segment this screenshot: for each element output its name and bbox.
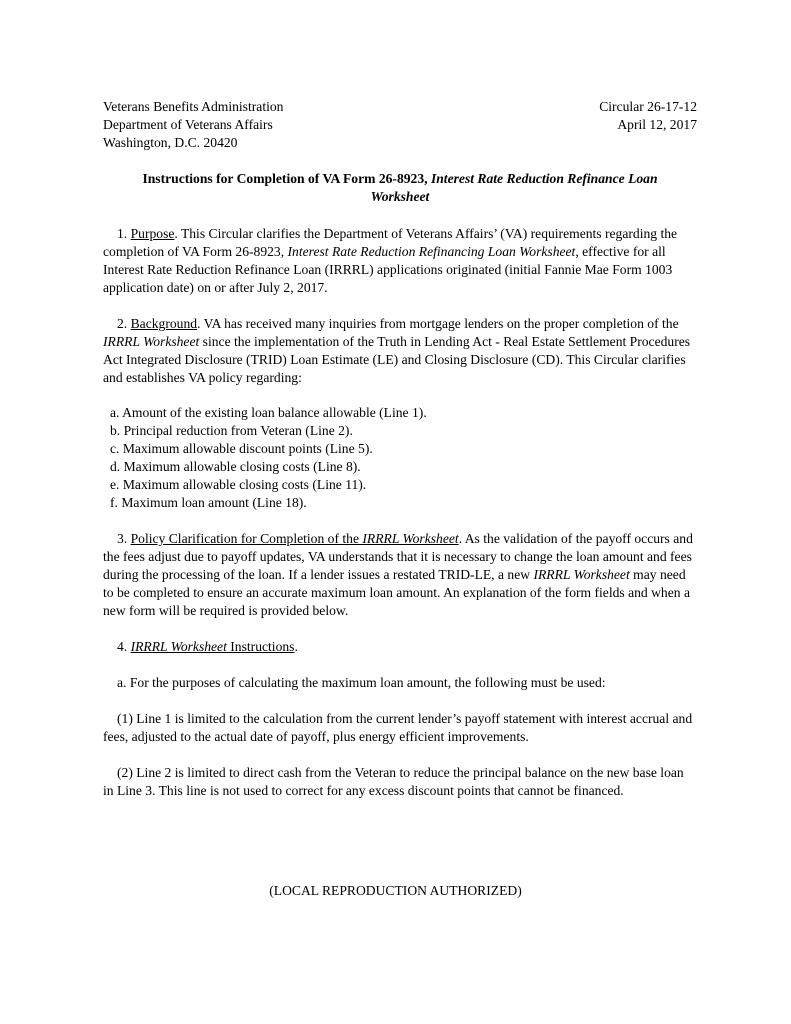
section-text: , effective for all Interest Rate Reduction Refinance Loan (IRRRL) applications originated (initial Fannie Mae Form 1003 application date) on or after July 2, 2017. xyxy=(103,244,673,295)
circular-block xyxy=(599,98,697,152)
letterhead xyxy=(103,98,697,152)
section-number: 3. xyxy=(117,531,131,546)
instruction-a2: (2) Line 2 is limited to direct cash from the Veteran to reduce the principal balance on the new base loan in Line 3. This line is not used to correct for any excess discount points that cannot be financed. xyxy=(103,765,684,798)
instruction-a: a. For the purposes of calculating the maximum loan amount, the following must be used: xyxy=(117,675,606,690)
circular-date: April 12, 2017 xyxy=(617,117,697,132)
issuer-line: Washington, D.C. 20420 xyxy=(103,135,238,150)
list-item: a. Amount of the existing loan balance allowable (Line 1). xyxy=(110,405,427,420)
reproduction-notice: (LOCAL REPRODUCTION AUTHORIZED) xyxy=(269,883,522,898)
section-text: . This Circular clarifies the Department of Veterans Affairs’ (VA) requirements regarding the completion of VA Form 26-8923, xyxy=(103,226,678,259)
section-text: . VA has received many inquiries from mortgage lenders on the proper completion of the xyxy=(197,316,679,331)
list-item: b. Principal reduction from Veteran (Line 2). xyxy=(110,423,353,438)
title-plain: Instructions for Completion of VA Form 26-8923, xyxy=(142,171,431,186)
issuer-block xyxy=(103,98,283,152)
section-number: 4. xyxy=(117,639,131,654)
section-instructions xyxy=(103,638,697,656)
document-page xyxy=(103,98,697,800)
instruction-a1: (1) Line 1 is limited to the calculation from the current lender’s payoff statement with interest accrual and fees, adjusted to the actual date of payoff, plus energy efficient improvements. xyxy=(103,711,693,744)
section-heading: Background xyxy=(130,316,198,331)
section-heading xyxy=(130,639,298,654)
issuer-line: Veterans Benefits Administration xyxy=(103,99,284,114)
heading-text: Instructions xyxy=(226,639,295,654)
section-policy-clarification xyxy=(103,530,697,620)
section-heading xyxy=(131,531,459,546)
section-purpose xyxy=(103,225,697,297)
section-text: since the implementation of the Truth in Lending Act - Real Estate Settlement Procedures Act Integrated Disclosure (TRID) Loan Estimate (LE) and Closing Disclosure (CD). This Circular clarifies and establishes VA policy regarding: xyxy=(103,334,691,385)
section-number: 1. xyxy=(117,226,131,241)
heading-text: Policy Clarification for Completion of the xyxy=(130,531,363,546)
form-name: IRRRL Worksheet xyxy=(103,334,200,349)
list-item: d. Maximum allowable closing costs (Line 8). xyxy=(110,459,361,474)
section-number: 2. xyxy=(117,316,131,331)
heading-italic: IRRRL Worksheet xyxy=(362,531,459,546)
title-italic: Interest Rate Reduction Refinance Loan Worksheet xyxy=(370,171,658,204)
list-item: f. Maximum loan amount (Line 18). xyxy=(110,495,307,510)
section-text: . As the validation of the payoff occurs and the fees adjust due to payoff updates, VA understands that it is necessary to change the loan amount and fees during the processing of the loan. If a lender issues a restated TRID-LE, a new xyxy=(103,531,693,582)
policy-list xyxy=(103,404,697,512)
heading-italic: IRRRL Worksheet xyxy=(130,639,227,654)
issuer-line: Department of Veterans Affairs xyxy=(103,117,273,132)
form-name: IRRRL Worksheet xyxy=(533,567,630,582)
section-heading: Purpose xyxy=(130,226,175,241)
list-item: e. Maximum allowable closing costs (Line 11). xyxy=(110,477,367,492)
list-item: c. Maximum allowable discount points (Line 5). xyxy=(110,441,373,456)
section-text: . xyxy=(294,639,298,654)
form-name: Interest Rate Reduction Refinancing Loan Worksheet xyxy=(287,244,576,259)
document-title xyxy=(103,170,697,206)
section-background xyxy=(103,315,697,387)
section-text: may need to be completed to ensure an accurate maximum loan amount. An explanation of the form fields and when a new form will be required is provided below. xyxy=(103,567,690,618)
circular-number: Circular 26-17-12 xyxy=(599,99,697,114)
